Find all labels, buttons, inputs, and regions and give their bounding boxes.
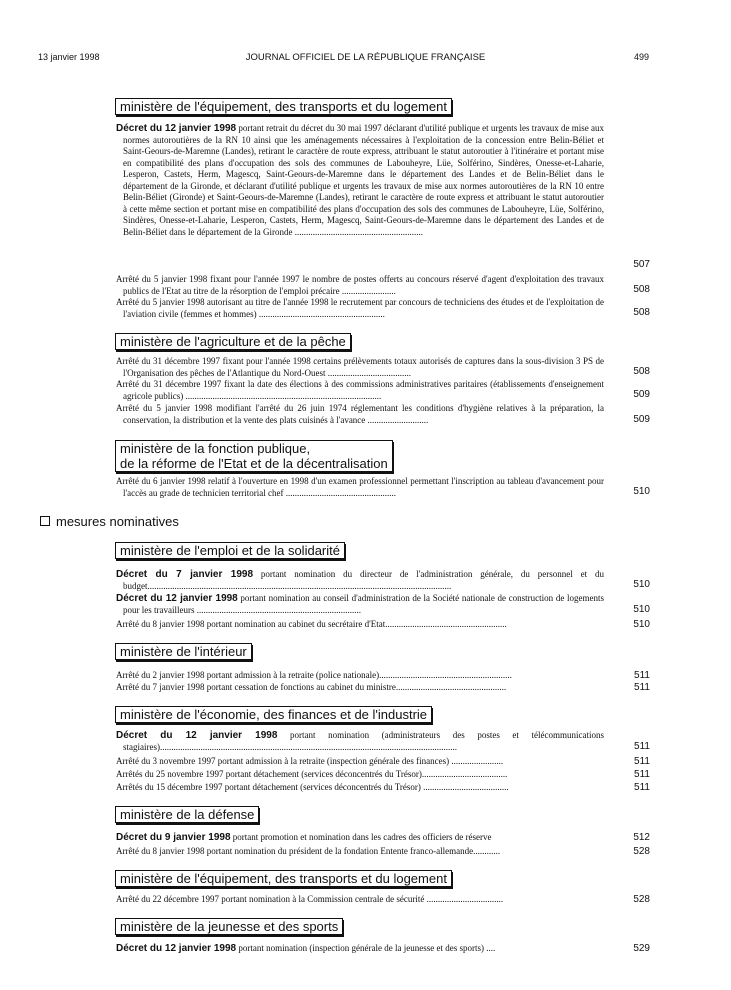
ministry-title: ministère de la jeunesse et des sports [120,919,339,934]
entry-page-number: 508 [633,307,650,318]
ministry-heading [115,918,343,935]
ministry-heading [115,706,432,723]
toc-entry[interactable]: Arrêtés du 25 novembre 1997 portant détachement (services déconcentrés du Trésor)...................................... [116,769,508,779]
header-journal-title: JOURNAL OFFICIEL DE LA RÉPUBLIQUE FRANÇAISE [245,52,486,63]
entry-page-number: 509 [633,414,650,425]
ministry-title: ministère de l'agriculture et de la pêche [120,334,346,349]
toc-entry[interactable]: Décret du 12 janvier 1998 portant nomination (inspection générale de la jeunesse et des sports) .... [116,943,496,954]
ministry-heading [115,98,452,115]
ministry-title-line-1: ministère de la fonction publique, [120,441,311,456]
ministry-title: ministère de la défense [120,807,255,822]
ministry-heading [115,542,345,559]
ministry-heading [115,333,351,350]
entry-page-number: 512 [633,832,650,843]
toc-entry[interactable]: Décret du 7 janvier 1998 portant nomination du directeur de l'administration générale, du personnel et du budget....................................................................................................................................... [116,569,604,591]
toc-entry[interactable]: Arrêté du 2 janvier 1998 portant admission à la retraite (police nationale)........................................................... [116,670,512,680]
ministry-title: ministère de l'intérieur [120,644,247,659]
entry-page-number: 511 [634,682,650,693]
entry-page-number: 511 [634,769,650,780]
toc-entry[interactable]: Arrêté du 31 décembre 1997 fixant pour l'année 1998 certains prélèvements totaux autorisés de captures dans la sous-division 3 PS de l'Organisation des pêches de l'Atlantique du Nord-Ouest ..................................... [116,356,604,378]
toc-entry[interactable]: Arrêté du 31 décembre 1997 fixant la date des élections à des commissions administratives paritaires (établissements d'enseignement agricole publics) ....................................................................................... [116,379,604,401]
ministry-heading [115,643,252,660]
section-heading-mesures-nominatives: mesures nominatives [40,514,179,529]
ministry-title: ministère de l'économie, des finances et de l'industrie [120,707,428,722]
toc-entry[interactable]: Arrêté du 6 janvier 1998 relatif à l'ouverture en 1998 d'un examen professionnel permettant l'inscription au tableau d'avancement pour l'accès au grade de technicien territorial chef ................................................. [116,476,604,498]
entry-page-number: 511 [634,782,650,793]
entry-page-number: 508 [633,284,650,295]
entry-page-number: 511 [634,756,650,767]
entry-page-number: 528 [633,846,650,857]
header-date: 13 janvier 1998 [38,52,100,62]
toc-entry[interactable]: Arrêté du 8 janvier 1998 portant nomination du président de la fondation Entente franco-allemande............ [116,846,501,856]
header-page-number: 499 [633,52,649,62]
toc-entry[interactable]: Arrêté du 22 décembre 1997 portant nomination à la Commission centrale de sécurité .................................. [116,894,504,904]
toc-entry[interactable]: Arrêté du 8 janvier 1998 portant nomination au cabinet du secrétaire d'Etat...................................................... [116,619,507,629]
checkbox-square-icon [40,516,50,526]
toc-entry[interactable]: Arrêté du 7 janvier 1998 portant cessation de fonctions au cabinet du ministre................................................. [116,682,507,692]
toc-entry[interactable]: Décret du 9 janvier 1998 portant promotion et nomination dans les cadres des officiers de réserve [116,832,492,843]
toc-entry[interactable]: Décret du 12 janvier 1998 portant nomination au conseil d'administration de la Société nationale de construction de logements pour les travailleurs ......................................................................... [116,593,604,615]
ministry-title-line-2: de la réforme de l'Etat et de la décentralisation [120,456,388,471]
ministry-heading [115,870,452,887]
entry-page-number: 529 [633,943,650,954]
ministry-heading [115,440,393,472]
entry-page-number: 511 [634,741,650,752]
ministry-title: ministère de l'équipement, des transports et du logement [120,871,447,886]
toc-entry[interactable]: Arrêté du 5 janvier 1998 modifiant l'arrêté du 26 juin 1974 réglementant les conditions d'hygiène relatives à la préparation, la conservation, la distribution et la vente des plats cuisinés à l'avance ........................... [116,403,604,425]
entry-page-number: 510 [633,579,650,590]
ministry-title: ministère de l'emploi et de la solidarité [120,543,340,558]
toc-entry[interactable]: Décret du 12 janvier 1998 portant nomination (administrateurs des postes et télécommunications stagiaires).................................................................................................................................... [116,730,604,752]
entry-page-number: 510 [633,486,650,497]
toc-entry[interactable]: Arrêté du 5 janvier 1998 fixant pour l'année 1997 le nombre de postes offerts au concours réservé d'agent d'exploitation des travaux publics de l'Etat au titre de la résorption de l'emploi précaire ........................ [116,274,604,296]
entry-page-number: 508 [633,366,650,377]
entry-page-number: 528 [633,894,650,905]
ministry-title: ministère de l'équipement, des transports et du logement [120,99,447,114]
toc-entry[interactable]: Décret du 12 janvier 1998 portant retrait du décret du 30 mai 1997 déclarant d'utilité publique et urgents les travaux de mise aux normes autoroutières de la RN 10 ainsi que les aménagements nécessaires à l'exploitation de la concession entre Belin-Béliet et Saint-Geours-de-Maremne (Landes), retirant le caractère de route express, attribuant le statut autoroutier à l'itinéraire et portant mise en compatibilité des plans d'occupation des sols des communes de Labouheyre, Lüe, Solférino, Sindères, Onesse-et-Laharie, Lesperon, Castets, Herm, Magescq, Saint-Geours-de-Maremne dans le département des Landes et de Belin-Béliet dans le département de la Gironde, et déclarant d'utilité publique et urgents les travaux de mise aux normes autoroutières de la RN 10 entre Belin-Béliet (Gironde) et Saint-Geours-de-Maremne (Landes), retirant le caractère de route express et attribuant le statut autoroutier à cette même section et portant mise en compatibilité des plans d'occupation des sols des communes de Labouheyre, Lüe, Solférino, Sindères, Onesse-et-Laharie, Lesperon, Castets, Herm, Magescq, Saint-Geours-de-Maremne dans le département des Landes et de Belin-Béliet dans le département de la Gironde ......................................................... [116,123,604,237]
entry-page-number: 507 [633,259,650,270]
ministry-heading [115,806,259,823]
entry-page-number: 510 [633,604,650,615]
entry-page-number: 510 [633,619,650,630]
entry-page-number: 509 [633,389,650,400]
toc-entry[interactable]: Arrêtés du 15 décembre 1997 portant détachement (services déconcentrés du Trésor) ...................................... [116,782,509,792]
toc-entry[interactable]: Arrêté du 3 novembre 1997 portant admission à la retraite (inspection générale des finances) ....................... [116,756,504,766]
entry-page-number: 511 [634,670,650,681]
toc-entry[interactable]: Arrêté du 5 janvier 1998 autorisant au titre de l'année 1998 le recrutement par concours de techniciens des études et de l'exploitation de l'aviation civile (femmes et hommes) ........................................................ [116,297,604,319]
